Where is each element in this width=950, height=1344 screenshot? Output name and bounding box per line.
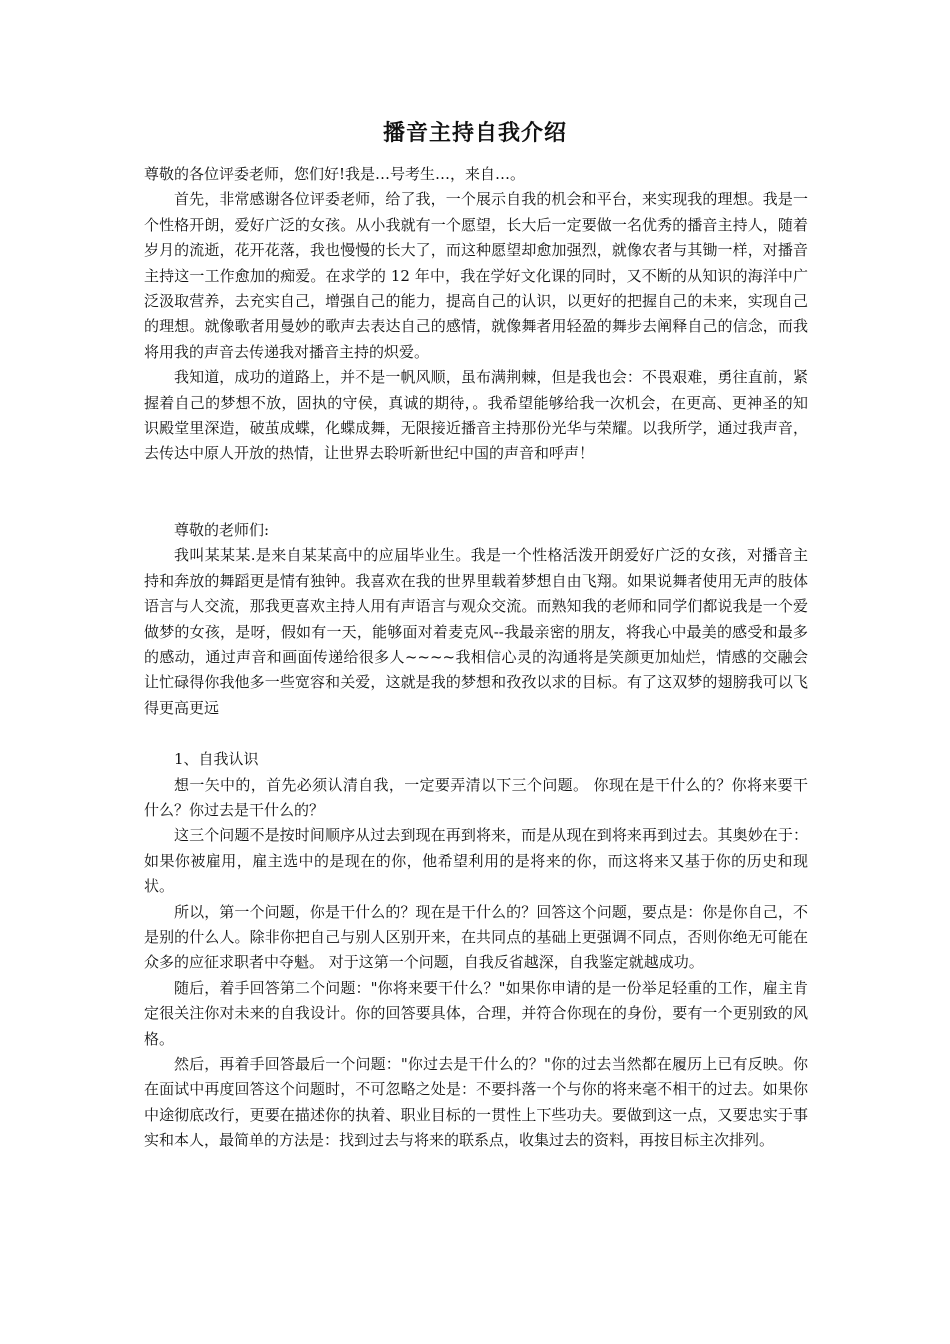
greeting-line: 尊敬的各位评委老师，您们好!我是…号考生…，来自…。 — [144, 165, 526, 183]
section-heading: 1、自我认识 — [174, 750, 259, 769]
paragraph: 我知道，成功的道路上，并不是一帆风顺，虽布满荆棘，但是我也会：不畏艰难，勇往直前，紧握着自己的梦想不放，固执的守侯，真诚的期待，。我希望能够给我一次机会，在更高、更神圣的知识殿堂里深造，破茧成蝶，化蝶成舞，无限接近播音主持那份光华与荣耀。以我所学，通过我声音，去传达中原人开放的热情，让世界去聆听新世纪中国的声音和呼声！ — [144, 368, 808, 463]
section-spacer — [144, 467, 808, 518]
document-title: 播音主持自我介绍 — [382, 121, 567, 146]
section-spacer — [144, 721, 808, 747]
paragraph: 这三个问题不是按时间顺序从过去到现在再到将来，而是从现在到将来再到过去。其奥妙在于：如果你被雇用，雇主选中的是现在的你，他希望利用的是将来的你，而这将来又基于你的历史和现状。 — [144, 826, 808, 896]
paragraph: 然后，再着手回答最后一个问题："你过去是干什么的？"你的过去当然都在履历上已有反映。你在面试中再度回答这个问题时，不可忽略之处是：不要抖落一个与你的将来毫不相干的过去。如果你中途彻底改行，更要在描述你的执着、职业目标的一贯性上下些功夫。要做到这一点，又要忠实于事实和本人，最简单的方法是：找到过去与将来的联系点，收集过去的资料，再按目标主次排列。 — [144, 1055, 808, 1150]
paragraph: 首先，非常感谢各位评委老师，给了我，一个展示自我的机会和平台，来实现我的理想。我是一个性格开朗，爱好广泛的女孩。从小我就有一个愿望，长大后一定要做一名优秀的播音主持人，随着岁月的流逝，花开花落，我也慢慢的长大了，而这种愿望却愈加强烈，就像农者与其锄一样，对播音主持这一工作愈加的痴爱。在求学的 12 年中，我在学好文化课的同时，又不断的从知识的海洋中广泛汲取营养，去充实自己，增强自己的能力，提高自己的认识，以更好的把握自己的未来，实现自己的理想。就像歌者用曼妙的歌声去表达自己的感情，就像舞者用轻盈的舞步去阐释自己的信念，而我将用我的声音去传递我对播音主持的炽爱。 — [144, 190, 808, 361]
paragraph: 我叫某某某.是来自某某高中的应届毕业生。我是一个性格活泼开朗爱好广泛的女孩，对播音主持和奔放的舞蹈更是情有独钟。我喜欢在我的世界里载着梦想自由飞翔。如果说舞者使用无声的肢体语言与人交流，那我更喜欢主持人用有声语言与观众交流。而熟知我的老师和同学们都说我是一个爱做梦的女孩，是呀，假如有一天，能够面对着麦克风--我最亲密的朋友，将我心中最美的感受和最多的感动，通过声音和画面传递给很多人~~~~我相信心灵的沟通将是笑颜更加灿烂，情感的交融会让忙碌得你我他多一些宽容和关爱，这就是我的梦想和孜孜以求的目标。有了这双梦的翅膀我可以飞得更高更远 — [144, 546, 808, 717]
greeting-line: 尊敬的老师们: — [174, 520, 270, 539]
paragraph: 随后，着手回答第二个问题："你将来要干什么？"如果你申请的是一份举足轻重的工作，雇主肯定很关注你对未来的自我设计。你的回答要具体，合理，并符合你现在的身份，要有一个更别致的风格。 — [144, 978, 808, 1048]
paragraph: 所以，第一个问题，你是干什么的？现在是干什么的？回答这个问题，要点是：你是你自己，不是别的什么人。除非你把自己与别人区别开来，在共同点的基础上更强调不同点，否则你绝无可能在众多的应征求职者中夺魁。 对于这第一个问题，自我反省越深，自我鉴定就越成功。 — [144, 902, 808, 972]
paragraph: 想一矢中的，首先必须认清自我，一定要弄清以下三个问题。 你现在是干什么的？你将来要干什么？你过去是干什么的？ — [144, 775, 808, 819]
document-body — [144, 162, 808, 1154]
